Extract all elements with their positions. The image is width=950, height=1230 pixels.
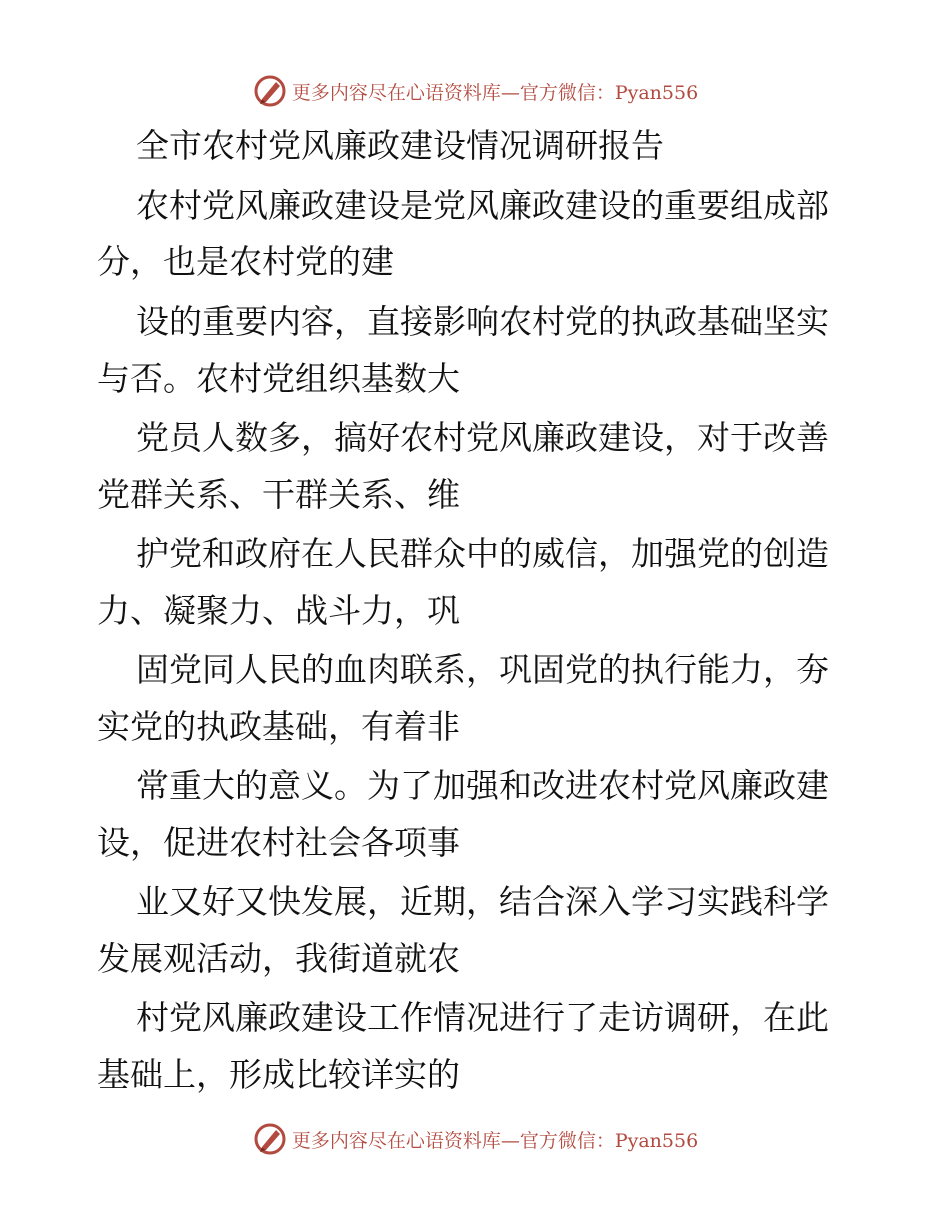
body-line: 设的重要内容，直接影响农村党的执政基础坚实 bbox=[136, 302, 829, 341]
body-line: 护党和政府在人民群众中的威信，加强党的创造 bbox=[136, 534, 829, 573]
watermark-text: 更多内容尽在心语资料库—官方微信：Pyan556 bbox=[291, 81, 699, 104]
body-line: 实党的执政基础，有着非 bbox=[97, 707, 460, 746]
body-line: 村党风廉政建设工作情况进行了走访调研，在此 bbox=[136, 998, 829, 1037]
pen-logo-icon bbox=[252, 73, 288, 109]
body-line: 固党同人民的血肉联系，巩固党的执行能力，夯 bbox=[136, 650, 829, 689]
footer-watermark bbox=[0, 1119, 950, 1159]
body-line: 农村党风廉政建设是党风廉政建设的重要组成部 bbox=[136, 186, 829, 225]
body-line: 力、凝聚力、战斗力，巩 bbox=[97, 591, 460, 630]
body-line: 业又好又快发展，近期，结合深入学习实践科学 bbox=[136, 882, 829, 921]
watermark-text: 更多内容尽在心语资料库—官方微信：Pyan556 bbox=[291, 1129, 699, 1152]
header-watermark bbox=[0, 71, 950, 111]
body-line: 与否。农村党组织基数大 bbox=[97, 359, 460, 398]
document-title: 全市农村党风廉政建设情况调研报告 bbox=[136, 126, 664, 165]
pen-logo-icon bbox=[252, 1121, 288, 1157]
body-line: 党群关系、干群关系、维 bbox=[97, 475, 460, 514]
body-line: 党员人数多，搞好农村党风廉政建设，对于改善 bbox=[136, 418, 829, 457]
body-line: 基础上，形成比较详实的 bbox=[97, 1055, 460, 1094]
body-line: 发展观活动，我街道就农 bbox=[97, 939, 460, 978]
body-line: 分，也是农村党的建 bbox=[97, 242, 394, 281]
body-line: 设，促进农村社会各项事 bbox=[97, 823, 460, 862]
body-line: 常重大的意义。为了加强和改进农村党风廉政建 bbox=[136, 766, 829, 805]
